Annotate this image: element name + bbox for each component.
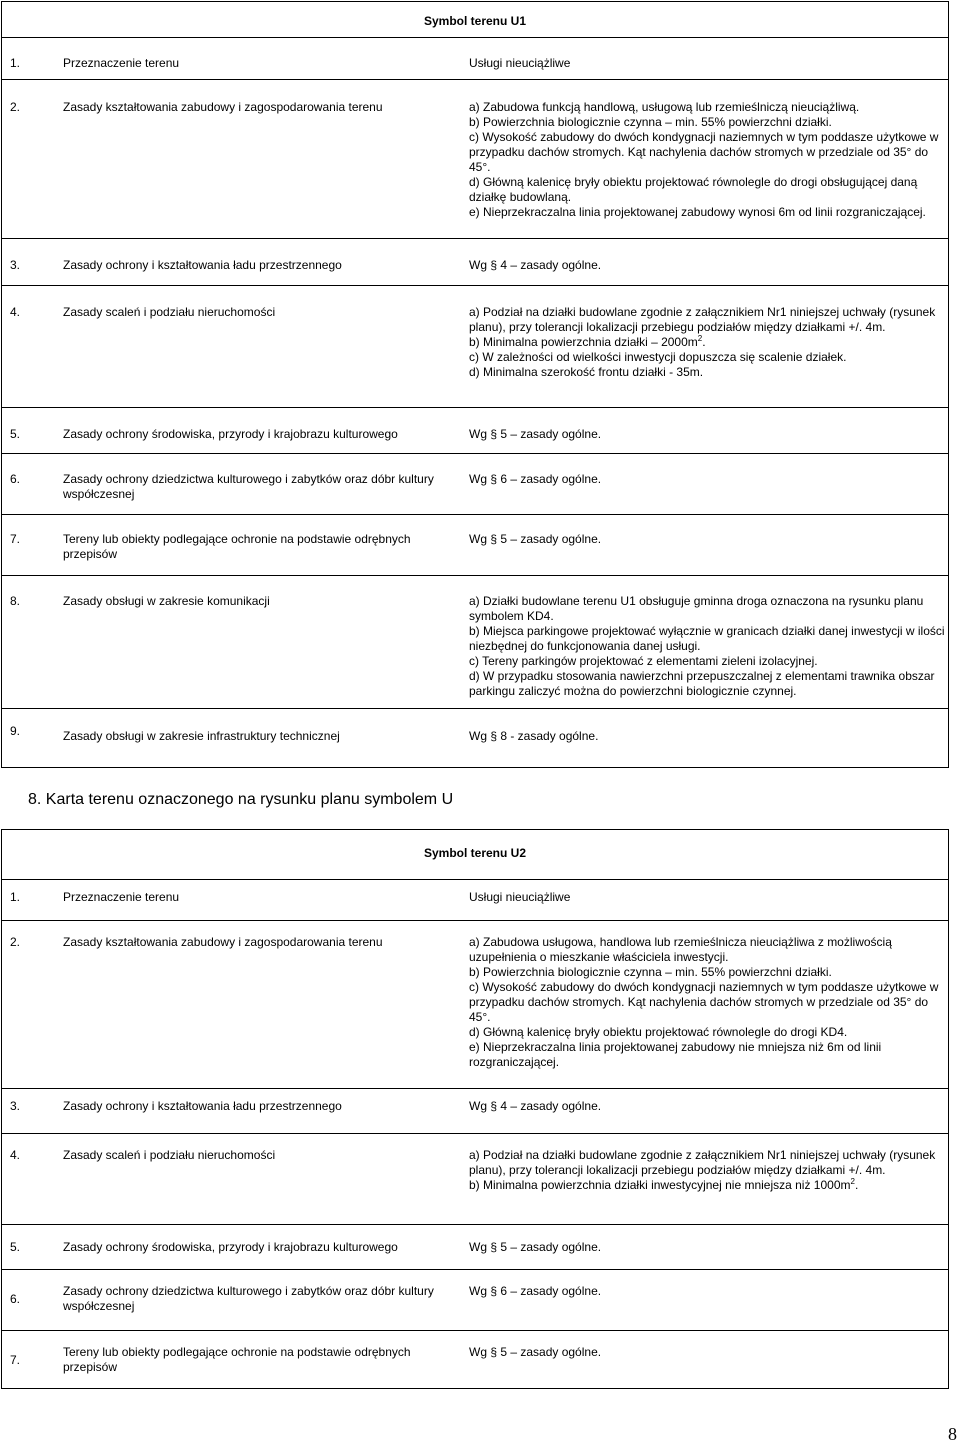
row-number: 9. — [10, 724, 21, 738]
table-title: Symbol terenu U2 — [2, 830, 948, 880]
row-label: Zasady scaleń i podziału nieruchomości — [63, 1148, 276, 1162]
table-row — [2, 709, 948, 767]
row-label: Zasady ochrony dziedzictwa kulturowego i zabytków oraz dóbr kultury współczesnej — [63, 472, 434, 501]
row-value: Usługi nieuciążliwe — [469, 56, 571, 70]
row-number: 8. — [10, 594, 21, 608]
row-value: a) Podział na działki budowlane zgodnie z załącznikiem Nr1 niniejszej uchwały (rysunek planu), przy tolerancji lokalizacji przebiegu podziałów między działkami +/. 4m. b) Minimalna powierzchnia działki inwestycyjnej nie mniejsza niż $1000m^2$. — [469, 1148, 936, 1192]
row-label: Zasady ochrony dziedzictwa kulturowego i zabytków oraz dóbr kultury współczesnej — [63, 1284, 434, 1313]
table-row — [2, 1225, 948, 1270]
row-label: Tereny lub obiekty podlegające ochronie na podstawie odrębnych przepisów — [63, 1345, 411, 1374]
table-row — [2, 454, 948, 515]
table-title: Symbol terenu U1 — [2, 2, 948, 38]
row-label: Przeznaczenie terenu — [63, 890, 180, 904]
row-value: a) Zabudowa usługowa, handlowa lub rzemieślnicza nieuciążliwa z możliwością uzupełnienia o mieszkanie właściciela inwestycji. b) Powierzchnia biologicznie czynna – min. 55% powierzchni działki. c) Wysokość zabudowy do dwóch kondygnacji naziemnych w tym poddasze użytkowe w przypadku dachów stromych. Kąt nachylenia dachów stromych w przedziale od 35° do 45°. d) Główną kalenicę bryły obiektu projektować równolegle do drogi KD4. e) Nieprzekraczalna linia projektowanej zabudowy nie mniejsza niż 6m od linii rozgraniczającej. — [469, 935, 939, 1069]
row-value: Usługi nieuciążliwe — [469, 890, 571, 904]
table-row — [2, 1089, 948, 1134]
page-number: 8 — [948, 1424, 957, 1444]
table-row — [2, 80, 948, 239]
table-u2 — [1, 829, 949, 1389]
row-value: a) Zabudowa funkcją handlową, usługową lub rzemieślniczą nieuciążliwą. b) Powierzchnia biologicznie czynna – min. 55% powierzchni działki. c) Wysokość zabudowy do dwóch kondygnacji naziemnych w tym poddasze użytkowe w przypadku dachów stromych. Kąt nachylenia dachów stromych w przedziale od 35° do 45°. d) Główną kalenicę bryły obiektu projektować równolegle do drogi obsługującej daną działkę budowlaną. e) Nieprzekraczalna linia projektowanej zabudowy wynosi 6m od linii rozgraniczającej. — [469, 100, 939, 219]
row-value: Wg § 8 - zasady ogólne. — [469, 729, 599, 743]
table-row — [2, 1331, 948, 1388]
table-row — [2, 576, 948, 709]
row-label: Zasady ochrony i kształtowania ładu przestrzennego — [63, 1099, 342, 1113]
row-value: Wg § 6 – zasady ogólne. — [469, 472, 602, 486]
row-label: Przeznaczenie terenu — [63, 56, 180, 70]
row-value: Wg § 4 – zasady ogólne. — [469, 258, 602, 272]
row-label: Zasady ochrony i kształtowania ładu przestrzennego — [63, 258, 342, 272]
row-value: a) Podział na działki budowlane zgodnie z załącznikiem Nr1 niniejszej uchwały (rysunek planu), przy tolerancji lokalizacji przebiegu podziałów między działkami +/. 4m. b) Minimalna powierzchnia działki – $2000m^2$. c) W zależności od wielkości inwestycji dopuszcza się scalenie działek. d) Minimalna szerokość frontu działki - 35m. — [469, 305, 936, 379]
section-heading: 8. Karta terenu oznaczonego na rysunku planu symbolem U — [28, 791, 454, 808]
row-number: 4. — [10, 1148, 21, 1162]
table-row — [2, 239, 948, 286]
row-value: Wg § 6 – zasady ogólne. — [469, 1284, 602, 1298]
table-row — [2, 921, 948, 1089]
row-value: Wg § 5 – zasady ogólne. — [469, 532, 602, 546]
table-row — [2, 515, 948, 576]
row-number: 3. — [10, 1099, 21, 1113]
row-label: Zasady obsługi w zakresie komunikacji — [63, 594, 270, 608]
row-label: Zasady obsługi w zakresie infrastruktury technicznej — [63, 729, 340, 743]
table-row — [2, 408, 948, 454]
row-number: 1. — [10, 56, 21, 70]
row-label: Zasady scaleń i podziału nieruchomości — [63, 305, 276, 319]
table-row — [2, 880, 948, 921]
row-number: 6. — [10, 1292, 21, 1306]
row-value: Wg § 5 – zasady ogólne. — [469, 427, 602, 441]
row-number: 6. — [10, 472, 21, 486]
row-number: 1. — [10, 890, 21, 904]
row-number: 7. — [10, 1353, 21, 1367]
table-row — [2, 286, 948, 408]
table-row — [2, 38, 948, 80]
row-label: Zasady kształtowania zabudowy i zagospodarowania terenu — [63, 935, 383, 949]
table-u1 — [1, 1, 949, 768]
row-number: 5. — [10, 1240, 21, 1254]
row-label: Zasady kształtowania zabudowy i zagospodarowania terenu — [63, 100, 383, 114]
row-number: 3. — [10, 258, 21, 272]
row-number: 2. — [10, 935, 21, 949]
row-value: a) Działki budowlane terenu U1 obsługuje gminna droga oznaczona na rysunku planu symbolem KD4. b) Miejsca parkingowe projektować wyłącznie w granicach działki danej inwestycji w ilości niezbędnej do funkcjonowania danej usługi. c) Tereny parkingów projektować z elementami zieleni izolacyjnej. d) W przypadku stosowania nawierzchni przepuszczalnej z elementami trawnika obszar parkingu zaliczyć można do powierzchni biologicznie czynnej. — [469, 594, 945, 698]
row-value: Wg § 5 – zasady ogólne. — [469, 1240, 602, 1254]
row-label: Tereny lub obiekty podlegające ochronie na podstawie odrębnych przepisów — [63, 532, 411, 561]
table-row — [2, 1270, 948, 1331]
row-number: 4. — [10, 305, 21, 319]
row-value: Wg § 4 – zasady ogólne. — [469, 1099, 602, 1113]
row-value: Wg § 5 – zasady ogólne. — [469, 1345, 602, 1359]
row-number: 7. — [10, 532, 21, 546]
row-label: Zasady ochrony środowiska, przyrody i krajobrazu kulturowego — [63, 1240, 398, 1254]
table-row — [2, 1134, 948, 1225]
row-number: 5. — [10, 427, 21, 441]
row-number: 2. — [10, 100, 21, 114]
row-label: Zasady ochrony środowiska, przyrody i krajobrazu kulturowego — [63, 427, 398, 441]
